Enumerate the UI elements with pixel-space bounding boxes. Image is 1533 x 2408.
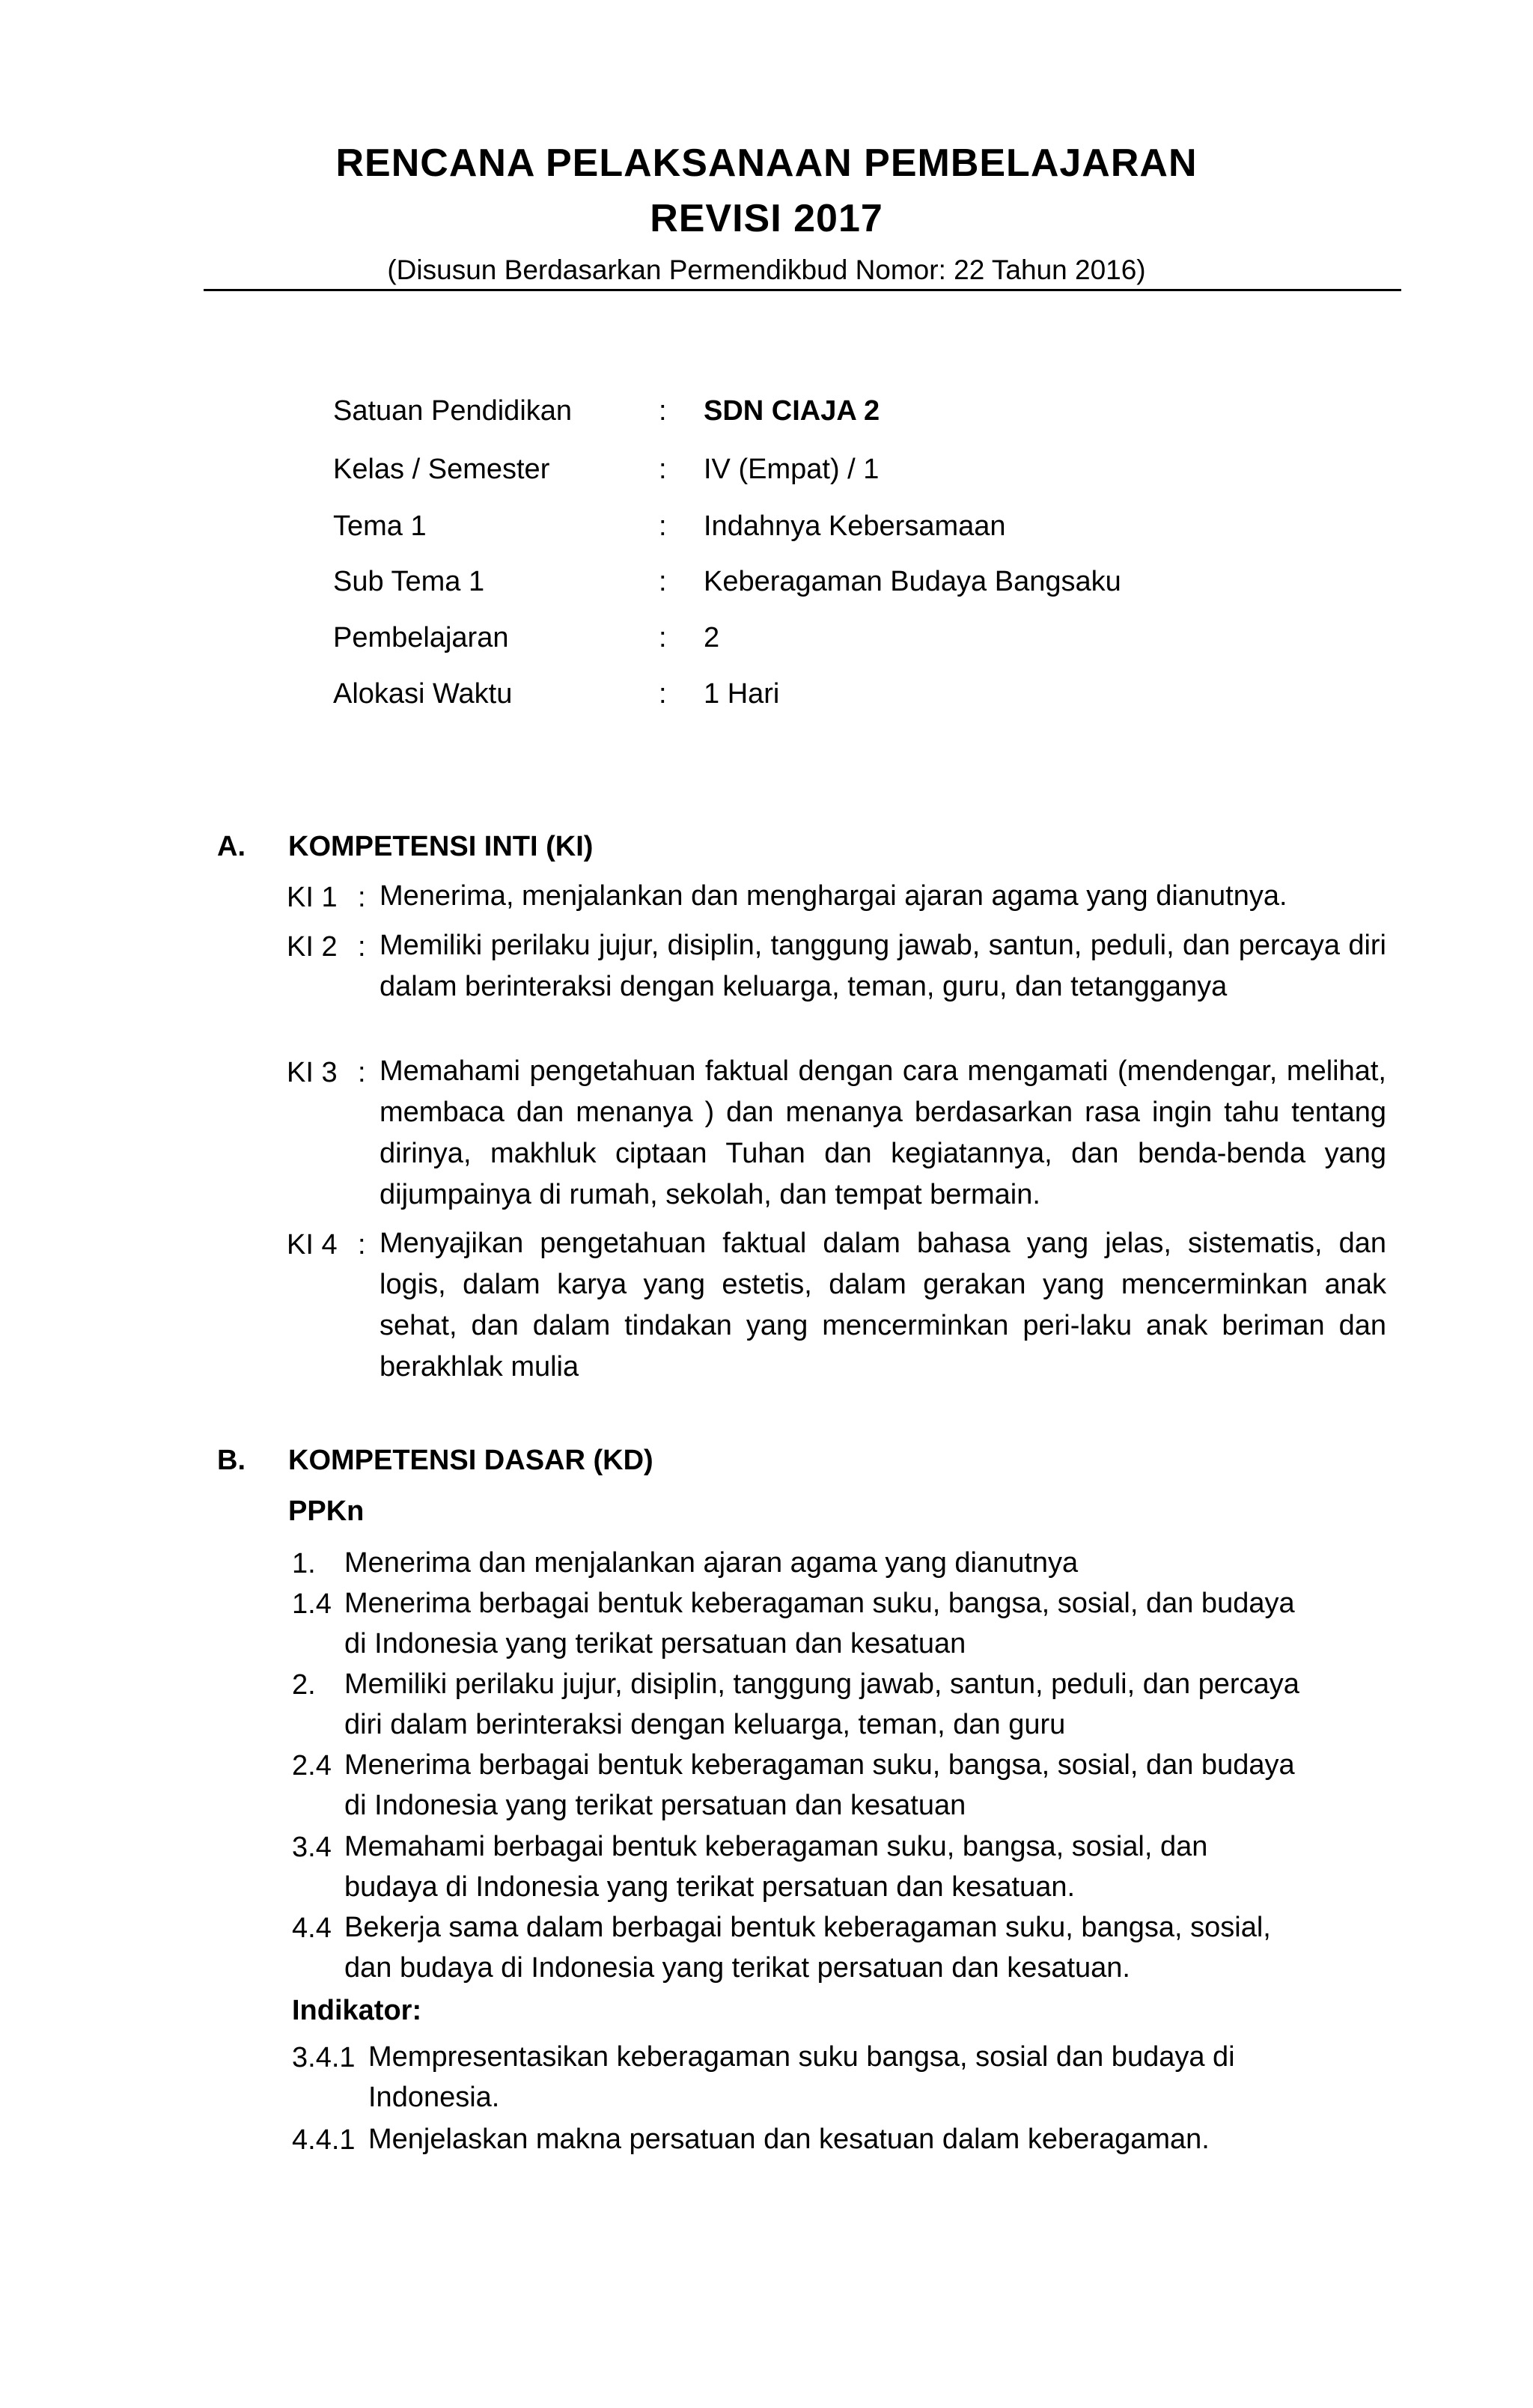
kd-line: di Indonesia yang terikat persatuan dan kesatuan (344, 1790, 966, 1821)
indicator-line: Mempresentasikan keberagaman suku bangsa, sosial dan budaya di (368, 2041, 1235, 2073)
kd-line: Menerima dan menjalankan ajaran agama yang dianutnya (344, 1547, 1079, 1579)
indicator-line: Indonesia. (368, 2082, 500, 2113)
identity-label: Sub Tema 1 (333, 566, 485, 597)
indicator-number: 3.4.1 (292, 2042, 356, 2073)
kd-number: 1.4 (292, 1588, 332, 1620)
identity-label: Satuan Pendidikan (333, 395, 573, 427)
indicator-text (368, 2037, 1401, 2118)
identity-colon: : (659, 566, 667, 597)
kd-line: Menerima berbagai bentuk keberagaman suku, bangsa, sosial, dan budaya (344, 1749, 1295, 1781)
ki-colon: : (358, 1229, 366, 1261)
identity-label: Alokasi Waktu (333, 678, 513, 710)
kd-line: Memahami berbagai bentuk keberagaman suku, bangsa, sosial, dan (344, 1831, 1208, 1862)
identity-value: 1 Hari (704, 678, 780, 710)
ki-colon: : (358, 882, 366, 913)
identity-label: Kelas / Semester (333, 454, 550, 485)
kd-text (344, 1907, 1392, 1988)
identity-colon: : (659, 622, 667, 653)
identity-colon: : (659, 510, 667, 542)
kd-line: Memiliki perilaku jujur, disiplin, tanggung jawab, santun, peduli, dan percaya (344, 1668, 1299, 1700)
indicator-line: Menjelaskan makna persatuan dan kesatuan dalam keberagaman. (368, 2124, 1210, 2155)
kd-line: dan budaya di Indonesia yang terikat persatuan dan kesatuan. (344, 1952, 1130, 1984)
indicator-heading: Indikator: (292, 1995, 422, 2026)
kd-text (344, 1543, 1392, 1583)
kd-number: 2. (292, 1669, 316, 1701)
ki-label: KI 4 (287, 1229, 338, 1261)
identity-value: Keberagaman Budaya Bangsaku (704, 566, 1121, 597)
ki-text: Menerima, menjalankan dan menghargai ajaran agama yang dianutnya. (380, 880, 1287, 912)
section-b-letter: B. (217, 1445, 246, 1476)
section-a-title: KOMPETENSI INTI (KI) (288, 831, 594, 862)
identity-colon: : (659, 678, 667, 710)
kd-line: budaya di Indonesia yang terikat persatuan dan kesatuan. (344, 1871, 1076, 1903)
identity-value: Indahnya Kebersamaan (704, 510, 1006, 542)
kd-text (344, 1745, 1392, 1826)
ki-text: Menyajikan pengetahuan faktual dalam bahasa yang jelas, sistematis, dan logis, dalam karya yang estetis, dalam gerakan yang mencerminkan anak sehat, dan dalam tindakan yang mencerminkan peri-laku anak beriman dan berakhlak mulia (380, 1228, 1386, 1383)
document-title: RENCANA PELAKSANAAN PEMBELAJARAN (335, 141, 1198, 185)
indicator-number: 4.4.1 (292, 2124, 356, 2156)
ki-text: Memiliki perilaku jujur, disiplin, tanggung jawab, santun, peduli, dan percaya diri dalam berinteraksi dengan keluarga, teman, guru, dan tetangganya (380, 930, 1386, 1002)
identity-value: SDN CIAJA 2 (704, 395, 880, 427)
identity-colon: : (659, 454, 667, 485)
identity-colon: : (659, 395, 667, 427)
identity-value: 2 (704, 622, 720, 653)
kd-line: Menerima berbagai bentuk keberagaman suku, bangsa, sosial, dan budaya (344, 1588, 1295, 1619)
kd-line: Bekerja sama dalam berbagai bentuk keberagaman suku, bangsa, sosial, (344, 1912, 1271, 1943)
ki-label: KI 3 (287, 1057, 338, 1088)
kd-number: 3.4 (292, 1832, 332, 1863)
identity-label: Pembelajaran (333, 622, 509, 653)
kd-line: di Indonesia yang terikat persatuan dan kesatuan (344, 1628, 966, 1659)
kd-text (344, 1583, 1392, 1664)
ki-label: KI 2 (287, 931, 338, 963)
ki-label: KI 1 (287, 882, 338, 913)
ki-colon: : (358, 1057, 366, 1088)
identity-label: Tema 1 (333, 510, 427, 542)
indicator-text (368, 2119, 1401, 2159)
ki-text: Memahami pengetahuan faktual dengan cara mengamati (mendengar, melihat, membaca dan menanya ) dan menanya berdasarkan rasa ingin tahu tentang dirinya, makhluk ciptaan Tuhan dan kegiatannya, dan benda-benda yang dijumpainya di rumah, sekolah, dan tempat bermain. (380, 1055, 1386, 1210)
kd-number: 2.4 (292, 1750, 332, 1781)
title-divider (204, 289, 1401, 291)
section-b-title: KOMPETENSI DASAR (KD) (288, 1445, 653, 1476)
identity-value: IV (Empat) / 1 (704, 454, 880, 485)
subject-heading: PPKn (288, 1496, 365, 1527)
kd-number: 4.4 (292, 1912, 332, 1944)
kd-number: 1. (292, 1548, 316, 1579)
kd-line: diri dalam berinteraksi dengan keluarga, teman, dan guru (344, 1709, 1066, 1740)
document-subtitle: (Disusun Berdasarkan Permendikbud Nomor: 22 Tahun 2016) (387, 254, 1146, 285)
kd-text (344, 1664, 1392, 1745)
section-a-letter: A. (217, 831, 246, 862)
document-revision: REVISI 2017 (650, 197, 883, 240)
ki-colon: : (358, 931, 366, 963)
kd-text (344, 1826, 1392, 1907)
